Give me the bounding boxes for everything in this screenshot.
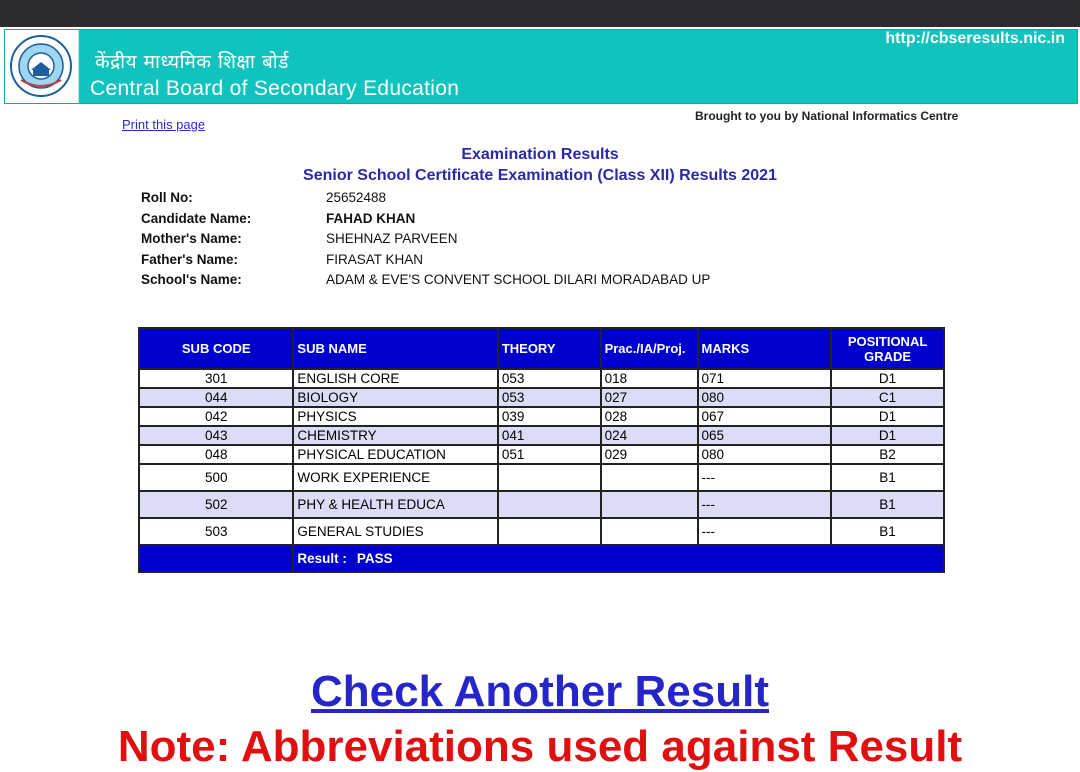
cell-prac: 024 <box>601 426 698 445</box>
cell-theory: 041 <box>498 426 601 445</box>
cell-marks: --- <box>698 491 832 518</box>
cell-theory <box>498 464 601 491</box>
hindi-board-title: केंद्रीय माध्यमिक शिक्षा बोर्ड <box>95 51 289 73</box>
cell-name: ENGLISH CORE <box>293 369 497 388</box>
table-row <box>139 407 944 426</box>
header-theory: THEORY <box>498 328 601 369</box>
cell-grade: B1 <box>831 491 944 518</box>
cell-prac <box>601 491 698 518</box>
cell-marks: 067 <box>698 407 832 426</box>
cell-grade: B2 <box>831 445 944 464</box>
browser-top-bar <box>0 0 1080 27</box>
brought-by-text: Brought to you by National Informatics Centre <box>695 109 959 123</box>
cell-code: 048 <box>139 445 293 464</box>
cell-grade: D1 <box>831 426 944 445</box>
table-row <box>139 445 944 464</box>
cell-code: 043 <box>139 426 293 445</box>
info-value: SHEHNAZ PARVEEN <box>326 231 458 246</box>
cell-theory <box>498 518 601 545</box>
cell-prac <box>601 464 698 491</box>
cell-name: PHY & HEALTH EDUCA <box>293 491 497 518</box>
cell-marks: 080 <box>698 388 832 407</box>
cell-marks: 065 <box>698 426 832 445</box>
cell-theory: 039 <box>498 407 601 426</box>
cell-theory: 051 <box>498 445 601 464</box>
site-url[interactable]: http://cbseresults.nic.in <box>885 30 1065 47</box>
cell-code: 301 <box>139 369 293 388</box>
info-label: Mother's Name: <box>141 231 242 246</box>
cell-theory: 053 <box>498 388 601 407</box>
cell-name: WORK EXPERIENCE <box>293 464 497 491</box>
result-value: PASS <box>356 551 393 566</box>
cell-prac: 018 <box>601 369 698 388</box>
info-value: 25652488 <box>326 190 387 205</box>
table-row <box>139 518 944 545</box>
cell-theory: 053 <box>498 369 601 388</box>
cell-theory <box>498 491 601 518</box>
result-spacer <box>139 545 293 572</box>
result-label: Result : <box>297 551 347 566</box>
info-label: School's Name: <box>141 272 242 287</box>
cell-grade: D1 <box>831 407 944 426</box>
table-row <box>139 491 944 518</box>
exam-subtitle: Senior School Certificate Examination (Class XII) Results 2021 <box>303 167 777 184</box>
cell-code: 502 <box>139 491 293 518</box>
cbse-banner <box>4 29 1078 104</box>
header-grade: POSITIONAL GRADE <box>831 328 944 369</box>
info-label: Candidate Name: <box>141 210 252 226</box>
cell-prac <box>601 518 698 545</box>
cell-name: CHEMISTRY <box>293 426 497 445</box>
cell-code: 042 <box>139 407 293 426</box>
cell-grade: C1 <box>831 388 944 407</box>
cell-prac: 027 <box>601 388 698 407</box>
cell-prac: 029 <box>601 445 698 464</box>
print-page-link[interactable]: Print this page <box>122 117 206 132</box>
header-marks: MARKS <box>698 328 832 369</box>
cell-marks: --- <box>698 518 832 545</box>
cbse-emblem-icon <box>9 34 73 98</box>
cell-name: PHYSICS <box>293 407 497 426</box>
table-row <box>139 388 944 407</box>
cell-name: PHYSICAL EDUCATION <box>293 445 497 464</box>
result-row <box>139 545 944 572</box>
english-board-title: Central Board of Secondary Education <box>90 77 460 100</box>
header-sub-name: SUB NAME <box>293 328 497 369</box>
result-cell <box>293 545 944 572</box>
cell-code: 500 <box>139 464 293 491</box>
cell-marks: 080 <box>698 445 832 464</box>
cell-grade: D1 <box>831 369 944 388</box>
table-row <box>139 369 944 388</box>
info-label: Roll No: <box>141 190 193 205</box>
header-sub-code: SUB CODE <box>139 328 293 369</box>
abbreviation-note: Note: Abbreviations used against Result <box>117 722 963 771</box>
info-value: FAHAD KHAN <box>326 210 416 226</box>
cell-marks: 071 <box>698 369 832 388</box>
cell-prac: 028 <box>601 407 698 426</box>
info-value: FIRASAT KHAN <box>326 251 424 267</box>
info-value: ADAM & EVE'S CONVENT SCHOOL DILARI MORADABAD UP <box>326 272 711 287</box>
table-row <box>139 464 944 491</box>
table-header-row <box>139 328 944 369</box>
header-prac: Prac./IA/Proj. <box>601 328 698 369</box>
cell-marks: --- <box>698 464 832 491</box>
cell-grade: B1 <box>831 518 944 545</box>
cell-name: BIOLOGY <box>293 388 497 407</box>
cell-name: GENERAL STUDIES <box>293 518 497 545</box>
cell-code: 044 <box>139 388 293 407</box>
marks-table <box>138 327 945 573</box>
cell-grade: B1 <box>831 464 944 491</box>
cell-code: 503 <box>139 518 293 545</box>
table-row <box>139 426 944 445</box>
info-label: Father's Name: <box>141 251 238 267</box>
check-another-result-link[interactable]: Check Another Result <box>310 667 769 716</box>
cbse-logo <box>5 30 79 103</box>
exam-title: Examination Results <box>461 146 619 163</box>
